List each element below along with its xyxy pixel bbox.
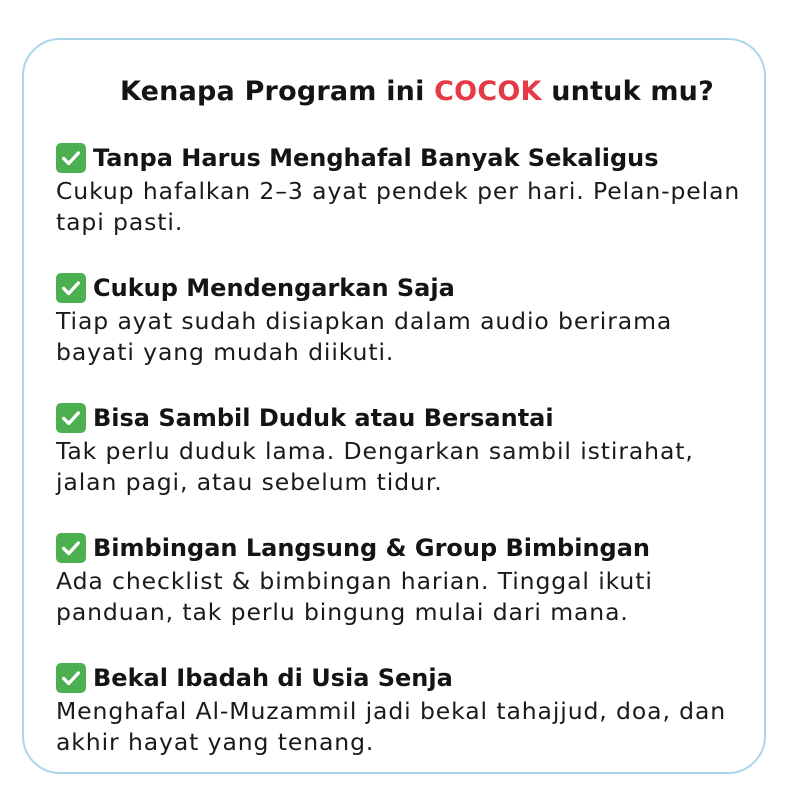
benefit-item-5	[56, 660, 756, 758]
check-mark-icon	[56, 273, 86, 303]
page-title	[0, 72, 800, 112]
benefit-item-1	[56, 140, 756, 238]
benefit-item-header	[56, 270, 756, 306]
check-mark-icon	[56, 533, 86, 563]
benefit-item-2	[56, 270, 756, 368]
benefit-item-header	[56, 400, 756, 436]
benefit-item-3	[56, 400, 756, 498]
check-mark-icon	[56, 403, 86, 433]
benefit-item-header	[56, 660, 756, 696]
benefit-description: Tak perlu duduk lama. Dengarkan sambil istirahat, jalan pagi, atau sebelum tidur.	[56, 437, 694, 496]
benefit-item-header	[56, 530, 756, 566]
benefit-item-header	[56, 140, 756, 176]
benefit-description: Menghafal Al-Muzammil jadi bekal tahajjud, doa, dan akhir hayat yang tenang.	[56, 697, 727, 756]
benefit-title: Bekal Ibadah di Usia Senja	[93, 664, 453, 692]
title-text-after: untuk mu?	[541, 76, 714, 107]
check-mark-icon	[56, 663, 86, 693]
benefit-title: Bimbingan Langsung & Group Bimbingan	[93, 534, 650, 562]
benefit-title: Cukup Mendengarkan Saja	[93, 274, 455, 302]
benefit-item-4	[56, 530, 756, 628]
benefit-description: Ada checklist & bimbingan harian. Tinggal ikuti panduan, tak perlu bingung mulai dari mana.	[56, 567, 653, 626]
title-text-before: Kenapa Program ini	[120, 76, 435, 107]
benefit-description: Tiap ayat sudah disiapkan dalam audio berirama bayati yang mudah diikuti.	[56, 307, 673, 366]
benefit-title: Tanpa Harus Menghafal Banyak Sekaligus	[93, 144, 659, 172]
benefit-title: Bisa Sambil Duduk atau Bersantai	[93, 404, 554, 432]
check-mark-icon	[56, 143, 86, 173]
benefit-description: Cukup hafalkan 2–3 ayat pendek per hari. Pelan-pelan tapi pasti.	[56, 177, 741, 236]
title-highlight: COCOK	[434, 76, 542, 107]
